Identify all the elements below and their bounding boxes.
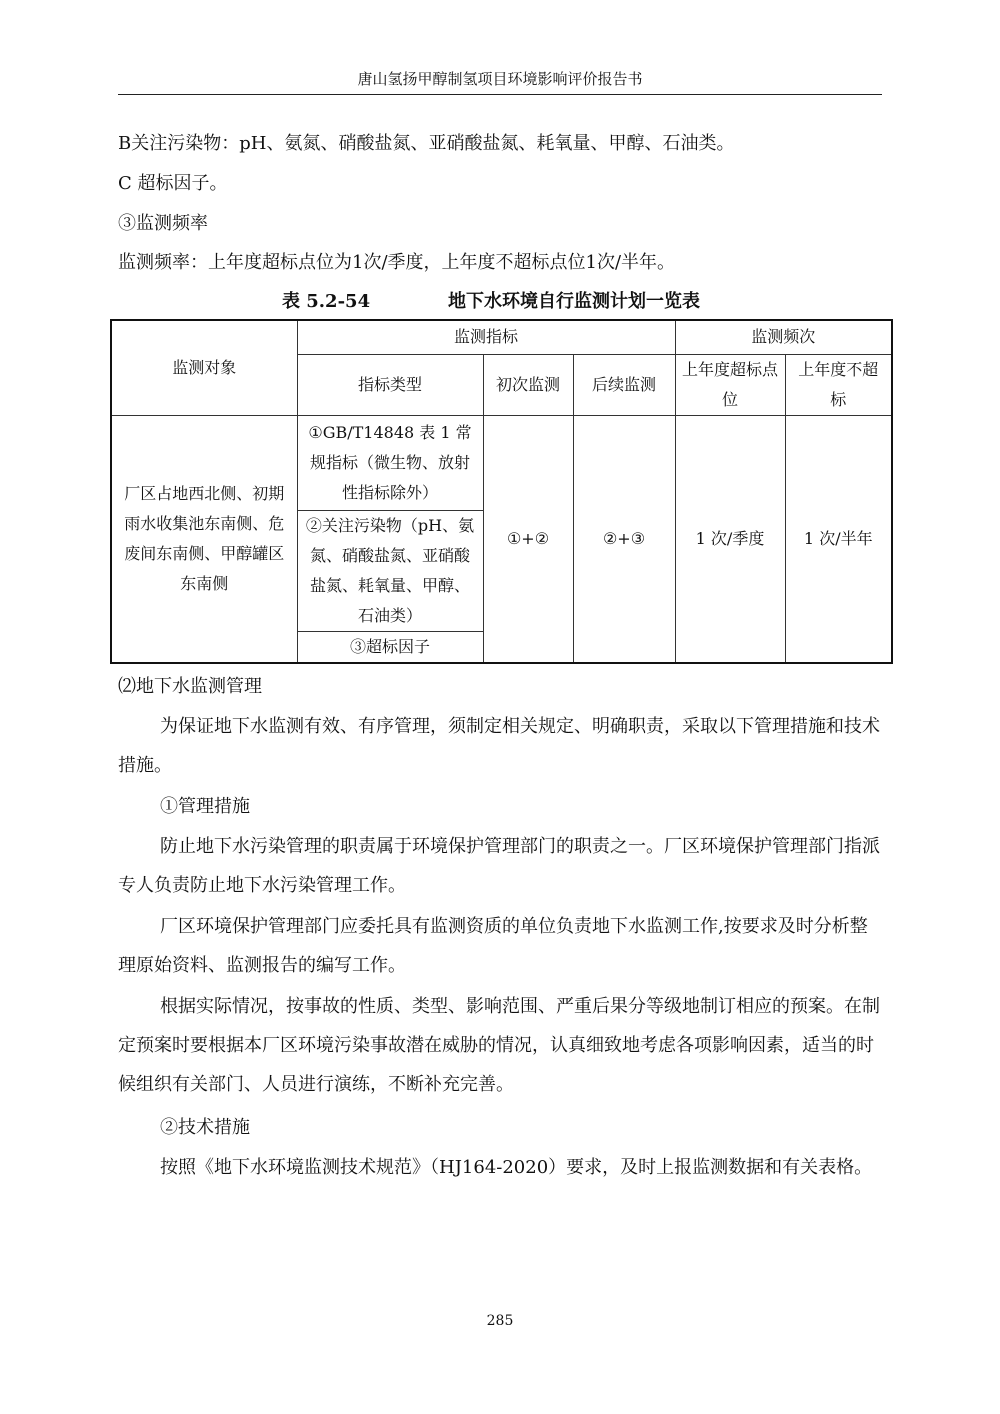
paragraph-frequency: 监测频率：上年度超标点位为1次/季度，上年度不超标点位1次/半年。 <box>118 252 676 273</box>
header-indicator-type: 指标类型 <box>297 354 483 415</box>
header-monitoring-indicators: 监测指标 <box>297 320 675 354</box>
paragraph-c-exceed: C 超标因子。 <box>118 173 228 194</box>
table-caption-number: 表 5.2-54 <box>282 291 371 312</box>
header-exceed-point: 上年度超标点位 <box>675 354 785 415</box>
header-followup-monitoring: 后续监测 <box>573 354 675 415</box>
header-not-exceed-point: 上年度不超标 <box>785 354 892 415</box>
header-monitoring-frequency: 监测频次 <box>675 320 892 354</box>
cell-followup-monitoring: ②+③ <box>573 415 675 663</box>
paragraph-technical-spec: 按照《地下水环境监测技术规范》（HJ164-2020）要求，及时上报监测数据和有关表格。 <box>160 1157 873 1178</box>
cell-initial-monitoring: ①+② <box>483 415 573 663</box>
cell-not-exceed-frequency: 1 次/半年 <box>785 415 892 663</box>
cell-indicator-type-2: ②关注污染物（pH、氨氮、硝酸盐氮、亚硝酸盐氮、耗氧量、甲醇、石油类） <box>297 510 483 631</box>
header-monitoring-object: 监测对象 <box>111 320 297 415</box>
header-initial-monitoring: 初次监测 <box>483 354 573 415</box>
paragraph-management-intro: 为保证地下水监测有效、有序管理，须制定相关规定、明确职责，采取以下管理措施和技术措施。 <box>118 716 880 776</box>
heading-groundwater-management: ⑵地下水监测管理 <box>118 676 262 697</box>
paragraph-entrust-monitoring: 厂区环境保护管理部门应委托具有监测资质的单位负责地下水监测工作,按要求及时分析整理原始资料、监测报告的编写工作。 <box>118 916 868 976</box>
heading-management-measures: ①管理措施 <box>160 796 250 817</box>
paragraph-emergency-plan: 根据实际情况，按事故的性质、类型、影响范围、严重后果分等级地制订相应的预案。在制定预案时要根据本厂区环境污染事故潜在威胁的情况，认真细致地考虑各项影响因素，适当的时候组织有关部门、人员进行演练，不断补充完善。 <box>118 996 880 1095</box>
cell-exceed-frequency: 1 次/季度 <box>675 415 785 663</box>
heading-monitoring-frequency: ③监测频率 <box>118 213 208 234</box>
paragraph-responsibility: 防止地下水污染管理的职责属于环境保护管理部门的职责之一。厂区环境保护管理部门指派专人负责防止地下水污染管理工作。 <box>118 836 880 896</box>
heading-technical-measures: ②技术措施 <box>160 1117 250 1138</box>
page-header: 唐山氢扬甲醇制氢项目环境影响评价报告书 <box>118 68 882 95</box>
paragraph-b-pollutants: B关注污染物：pH、氨氮、硝酸盐氮、亚硝酸盐氮、耗氧量、甲醇、石油类。 <box>118 133 735 154</box>
table-caption-title: 地下水环境自行监测计划一览表 <box>448 291 700 312</box>
cell-indicator-type-3: ③超标因子 <box>297 631 483 663</box>
page-number: 285 <box>486 1313 514 1329</box>
cell-monitoring-object: 厂区占地西北侧、初期雨水收集池东南侧、危废间东南侧、甲醇罐区东南侧 <box>111 415 297 663</box>
monitoring-plan-table <box>110 319 893 664</box>
cell-indicator-type-1: ①GB/T14848 表 1 常规指标（微生物、放射性指标除外） <box>297 415 483 510</box>
